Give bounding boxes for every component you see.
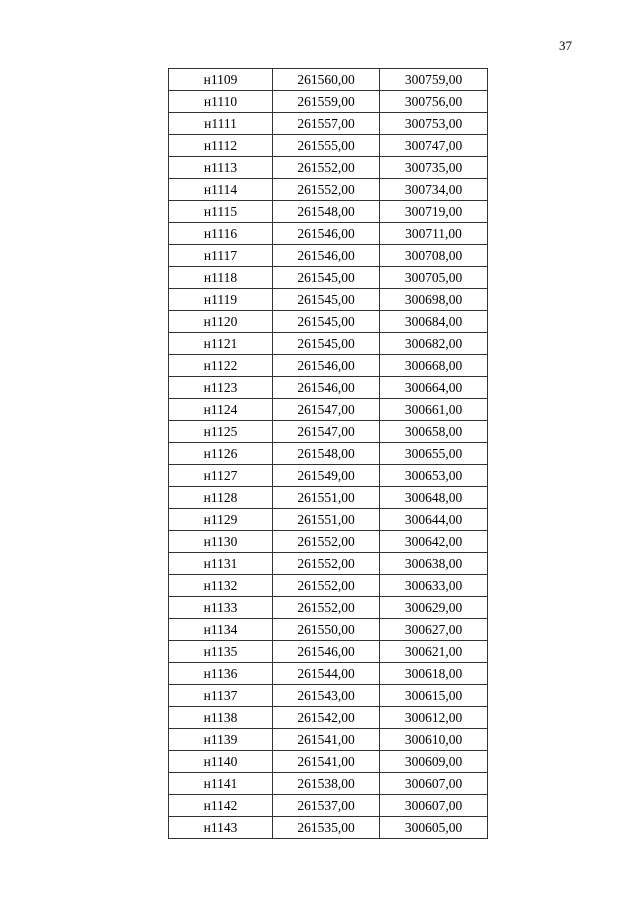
coordinates-table: [168, 68, 488, 839]
x-coordinate-cell: 261541,00: [273, 729, 380, 751]
table-row: [169, 465, 488, 487]
x-coordinate-cell: 261545,00: [273, 311, 380, 333]
x-coordinate-cell: 261541,00: [273, 751, 380, 773]
table-row: [169, 751, 488, 773]
point-id-cell: н1142: [169, 795, 273, 817]
x-coordinate-cell: 261548,00: [273, 443, 380, 465]
table-row: [169, 619, 488, 641]
table-row: [169, 795, 488, 817]
x-coordinate-cell: 261547,00: [273, 421, 380, 443]
point-id-cell: н1138: [169, 707, 273, 729]
point-id-cell: н1115: [169, 201, 273, 223]
point-id-cell: н1133: [169, 597, 273, 619]
y-coordinate-cell: 300734,00: [380, 179, 488, 201]
y-coordinate-cell: 300682,00: [380, 333, 488, 355]
point-id-cell: н1117: [169, 245, 273, 267]
x-coordinate-cell: 261537,00: [273, 795, 380, 817]
x-coordinate-cell: 261546,00: [273, 641, 380, 663]
y-coordinate-cell: 300605,00: [380, 817, 488, 839]
x-coordinate-cell: 261547,00: [273, 399, 380, 421]
x-coordinate-cell: 261546,00: [273, 223, 380, 245]
table-row: [169, 597, 488, 619]
point-id-cell: н1132: [169, 575, 273, 597]
x-coordinate-cell: 261551,00: [273, 487, 380, 509]
point-id-cell: н1127: [169, 465, 273, 487]
x-coordinate-cell: 261546,00: [273, 377, 380, 399]
table-row: [169, 641, 488, 663]
point-id-cell: н1113: [169, 157, 273, 179]
table-row: [169, 575, 488, 597]
table-row: [169, 443, 488, 465]
x-coordinate-cell: 261550,00: [273, 619, 380, 641]
page-number: 37: [559, 38, 572, 53]
y-coordinate-cell: 300668,00: [380, 355, 488, 377]
point-id-cell: н1129: [169, 509, 273, 531]
table-row: [169, 355, 488, 377]
y-coordinate-cell: 300644,00: [380, 509, 488, 531]
y-coordinate-cell: 300719,00: [380, 201, 488, 223]
y-coordinate-cell: 300747,00: [380, 135, 488, 157]
y-coordinate-cell: 300629,00: [380, 597, 488, 619]
point-id-cell: н1120: [169, 311, 273, 333]
table-row: [169, 267, 488, 289]
table-row: [169, 113, 488, 135]
y-coordinate-cell: 300735,00: [380, 157, 488, 179]
x-coordinate-cell: 261559,00: [273, 91, 380, 113]
point-id-cell: н1118: [169, 267, 273, 289]
table-row: [169, 69, 488, 91]
y-coordinate-cell: 300664,00: [380, 377, 488, 399]
y-coordinate-cell: 300711,00: [380, 223, 488, 245]
y-coordinate-cell: 300684,00: [380, 311, 488, 333]
point-id-cell: н1121: [169, 333, 273, 355]
y-coordinate-cell: 300661,00: [380, 399, 488, 421]
point-id-cell: н1122: [169, 355, 273, 377]
x-coordinate-cell: 261542,00: [273, 707, 380, 729]
table-row: [169, 91, 488, 113]
y-coordinate-cell: 300648,00: [380, 487, 488, 509]
x-coordinate-cell: 261546,00: [273, 245, 380, 267]
table-row: [169, 663, 488, 685]
table-row: [169, 553, 488, 575]
table-row: [169, 201, 488, 223]
table-row: [169, 289, 488, 311]
table-row: [169, 179, 488, 201]
table-row: [169, 817, 488, 839]
x-coordinate-cell: 261544,00: [273, 663, 380, 685]
table-row: [169, 157, 488, 179]
y-coordinate-cell: 300753,00: [380, 113, 488, 135]
y-coordinate-cell: 300618,00: [380, 663, 488, 685]
point-id-cell: н1112: [169, 135, 273, 157]
table-row: [169, 531, 488, 553]
x-coordinate-cell: 261535,00: [273, 817, 380, 839]
table-row: [169, 729, 488, 751]
table-row: [169, 311, 488, 333]
x-coordinate-cell: 261546,00: [273, 355, 380, 377]
point-id-cell: н1124: [169, 399, 273, 421]
y-coordinate-cell: 300642,00: [380, 531, 488, 553]
point-id-cell: н1111: [169, 113, 273, 135]
table-row: [169, 333, 488, 355]
point-id-cell: н1128: [169, 487, 273, 509]
point-id-cell: н1137: [169, 685, 273, 707]
y-coordinate-cell: 300638,00: [380, 553, 488, 575]
table-row: [169, 707, 488, 729]
y-coordinate-cell: 300655,00: [380, 443, 488, 465]
x-coordinate-cell: 261545,00: [273, 267, 380, 289]
x-coordinate-cell: 261552,00: [273, 597, 380, 619]
table-row: [169, 509, 488, 531]
point-id-cell: н1135: [169, 641, 273, 663]
x-coordinate-cell: 261552,00: [273, 179, 380, 201]
point-id-cell: н1130: [169, 531, 273, 553]
point-id-cell: н1134: [169, 619, 273, 641]
table-row: [169, 377, 488, 399]
point-id-cell: н1109: [169, 69, 273, 91]
y-coordinate-cell: 300759,00: [380, 69, 488, 91]
y-coordinate-cell: 300621,00: [380, 641, 488, 663]
point-id-cell: н1116: [169, 223, 273, 245]
table-row: [169, 135, 488, 157]
y-coordinate-cell: 300705,00: [380, 267, 488, 289]
y-coordinate-cell: 300708,00: [380, 245, 488, 267]
x-coordinate-cell: 261552,00: [273, 553, 380, 575]
y-coordinate-cell: 300615,00: [380, 685, 488, 707]
y-coordinate-cell: 300609,00: [380, 751, 488, 773]
point-id-cell: н1123: [169, 377, 273, 399]
point-id-cell: н1136: [169, 663, 273, 685]
x-coordinate-cell: 261549,00: [273, 465, 380, 487]
x-coordinate-cell: 261548,00: [273, 201, 380, 223]
point-id-cell: н1143: [169, 817, 273, 839]
point-id-cell: н1126: [169, 443, 273, 465]
point-id-cell: н1114: [169, 179, 273, 201]
point-id-cell: н1141: [169, 773, 273, 795]
y-coordinate-cell: 300698,00: [380, 289, 488, 311]
point-id-cell: н1125: [169, 421, 273, 443]
y-coordinate-cell: 300658,00: [380, 421, 488, 443]
table-row: [169, 685, 488, 707]
x-coordinate-cell: 261560,00: [273, 69, 380, 91]
point-id-cell: н1110: [169, 91, 273, 113]
x-coordinate-cell: 261555,00: [273, 135, 380, 157]
x-coordinate-cell: 261543,00: [273, 685, 380, 707]
x-coordinate-cell: 261552,00: [273, 157, 380, 179]
y-coordinate-cell: 300610,00: [380, 729, 488, 751]
table-row: [169, 421, 488, 443]
x-coordinate-cell: 261552,00: [273, 575, 380, 597]
x-coordinate-cell: 261545,00: [273, 289, 380, 311]
point-id-cell: н1139: [169, 729, 273, 751]
point-id-cell: н1119: [169, 289, 273, 311]
point-id-cell: н1131: [169, 553, 273, 575]
table-row: [169, 487, 488, 509]
coordinates-table-body: [169, 69, 488, 839]
y-coordinate-cell: 300607,00: [380, 795, 488, 817]
table-row: [169, 773, 488, 795]
y-coordinate-cell: 300607,00: [380, 773, 488, 795]
x-coordinate-cell: 261557,00: [273, 113, 380, 135]
y-coordinate-cell: 300756,00: [380, 91, 488, 113]
x-coordinate-cell: 261552,00: [273, 531, 380, 553]
y-coordinate-cell: 300653,00: [380, 465, 488, 487]
table-row: [169, 223, 488, 245]
y-coordinate-cell: 300627,00: [380, 619, 488, 641]
x-coordinate-cell: 261538,00: [273, 773, 380, 795]
y-coordinate-cell: 300633,00: [380, 575, 488, 597]
x-coordinate-cell: 261551,00: [273, 509, 380, 531]
table-row: [169, 245, 488, 267]
y-coordinate-cell: 300612,00: [380, 707, 488, 729]
point-id-cell: н1140: [169, 751, 273, 773]
table-row: [169, 399, 488, 421]
x-coordinate-cell: 261545,00: [273, 333, 380, 355]
